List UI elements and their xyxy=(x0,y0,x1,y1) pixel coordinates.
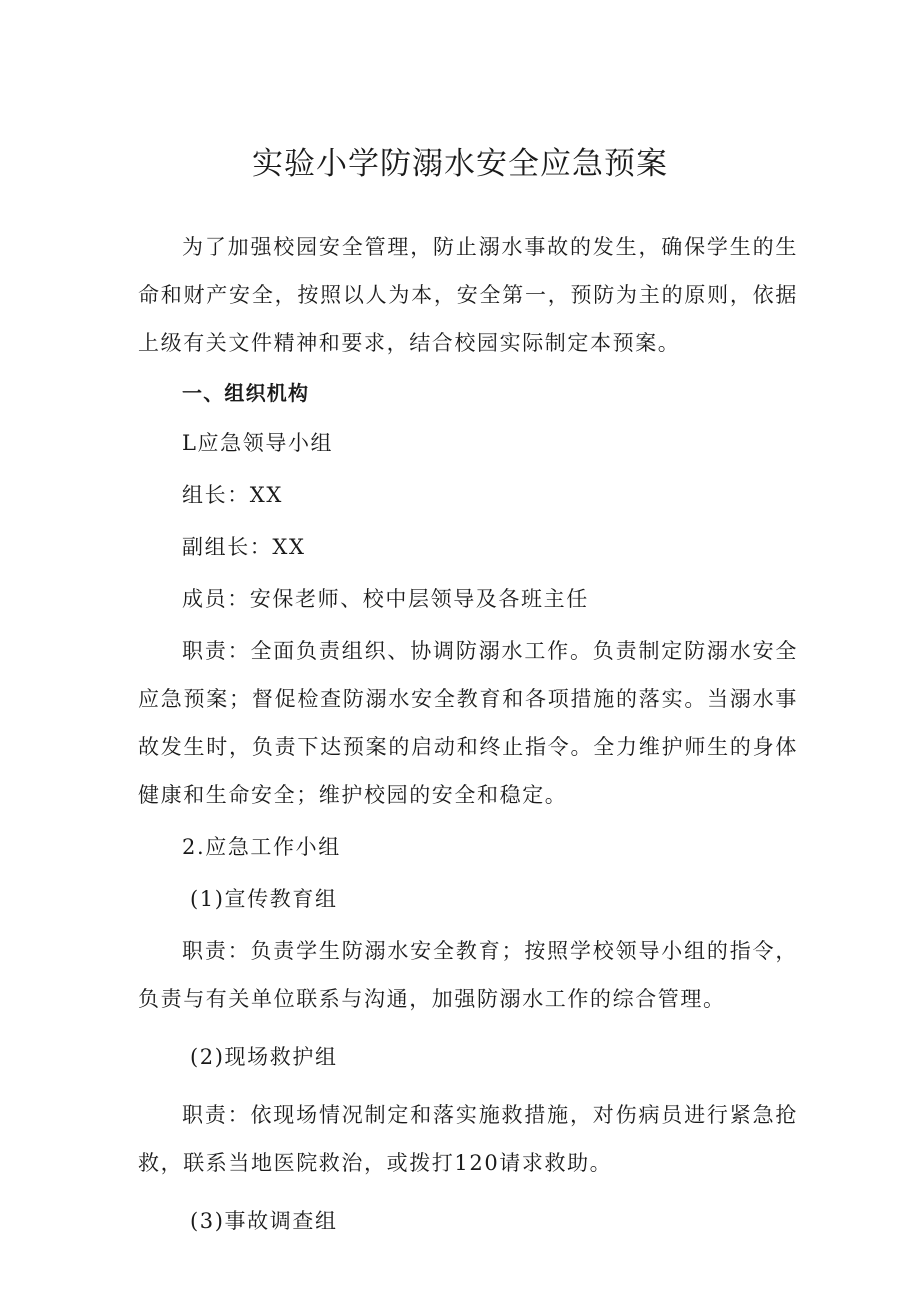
group-title-working: 2.应急工作小组 xyxy=(182,835,341,859)
section-heading-organization: 一、组织机构 xyxy=(182,381,310,405)
members-line: 成员：安保老师、校中层领导及各班主任 xyxy=(182,587,589,611)
document-title: 实验小学防溺水安全应急预案 xyxy=(252,146,668,182)
team-duty-rescue: 职责：依现场情况制定和落实施救措施，对伤病员进行紧急抢救，联系当地医院救治，或拨打120请求救助。 xyxy=(138,1103,798,1175)
deputy-leader-line: 副组长：XX xyxy=(182,535,306,559)
group-title-leadership: L应急领导小组 xyxy=(182,431,334,455)
leadership-duty-paragraph: 职责：全面负责组织、协调防溺水工作。负责制定防溺水安全应急预案；督促检查防溺水安全教育和各项措施的落实。当溺水事故发生时，负责下达预案的启动和终止指令。全力维护师生的身体健康和生命安全；维护校园的安全和稳定。 xyxy=(138,639,798,807)
team-duty-publicity: 职责：负责学生防溺水安全教育；按照学校领导小组的指令，负责与有关单位联系与沟通，加强防溺水工作的综合管理。 xyxy=(138,939,798,1011)
team-name-rescue: (2)现场救护组 xyxy=(190,1045,338,1069)
leader-line: 组长：XX xyxy=(182,483,283,507)
team-name-publicity: (1)宣传教育组 xyxy=(190,887,338,911)
document-body xyxy=(138,223,798,1245)
intro-paragraph: 为了加强校园安全管理，防止溺水事故的发生，确保学生的生命和财产安全，按照以人为本，安全第一，预防为主的原则，依据上级有关文件精神和要求，结合校园实际制定本预案。 xyxy=(138,235,798,355)
team-name-investigation: (3)事故调查组 xyxy=(190,1209,338,1233)
